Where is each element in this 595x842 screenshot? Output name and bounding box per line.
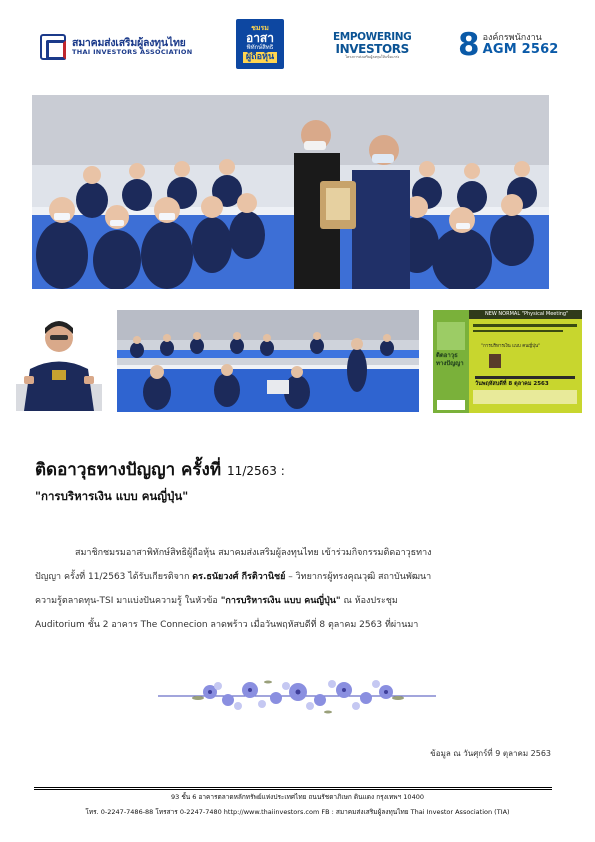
source-note: ข้อมูล ณ วันศุกร์ที่ 9 ตุลาคม 2563	[430, 749, 551, 758]
group-photo	[32, 95, 549, 289]
body-line-2-c: – วิทยากรผู้ทรงคุณวุฒิ สถาบันพัฒนา	[285, 572, 432, 582]
empowering-tagline: โครงการส่งเสริมผู้ลงทุนให้แข็งแกร่ง	[345, 54, 400, 59]
body-line-3-a: ความรู้ตลาดทุน-TSI มาแบ่งปันความรู้ ในหัวข้อ	[35, 596, 221, 606]
floral-divider	[158, 672, 436, 720]
shareholder-club-logo	[236, 19, 284, 69]
footer-address: 93 ชั้น 6 อาคารตลาดหลักทรัพย์แห่งประเทศไทย ถนนรัชดาภิเษก ดินแดง กรุงเทพฯ 10400	[171, 793, 424, 801]
header	[0, 0, 595, 90]
club-logo-line4: ผู้ถือหุ้น	[243, 52, 277, 63]
body-line-1: สมาชิกชมรมอาสาพิทักษ์สิทธิผู้ถือหุ้น สมาคมส่งเสริมผู้ลงทุนไทย เข้าร่วมกิจกรรมติดอาวุธทาง	[75, 548, 432, 558]
seminar-room-photo	[117, 310, 419, 412]
tia-name-thai: สมาคมส่งเสริมผู้ลงทุนไทย	[72, 37, 186, 50]
agm-english: AGM 2562	[482, 42, 559, 58]
body-line-4: Auditorium ชั้น 2 อาคาร The Connecion ลาดพร้าว เมื่อวันพฤหัสบดีที่ 8 ตุลาคม 2563 ที่ผ่านมา	[35, 620, 419, 630]
article-title	[35, 456, 285, 483]
poster-topic: "การบริหารเงิน แบบ คนญี่ปุ่น"	[481, 344, 541, 349]
tia-emblem-icon	[40, 34, 66, 60]
club-logo-line1: ชมรม	[251, 24, 269, 33]
title-number: 11/2563 :	[227, 464, 285, 478]
topic-name: "การบริหารเงิน แบบ คนญี่ปุ่น"	[220, 596, 341, 606]
footer-rule-top	[34, 787, 552, 788]
event-poster	[433, 310, 582, 413]
title-text: ติดอาวุธทางปัญญา ครั้งที่	[35, 460, 222, 480]
body-line-3-c: ณ ห้องประชุม	[340, 596, 398, 606]
body-line-2	[35, 565, 555, 589]
body-line-2-a: ปัญญา ครั้งที่ 11/2563 ได้รับเกียรติจาก	[35, 572, 193, 582]
footer-contact: โทร. 0-2247-7486-88 โทรสาร 0-2247-7480 http://www.thaiinvestors.com FB : สมาคมส่งเสริมผู้ลงทุนไทย Thai Investor Association (TIA)	[85, 808, 510, 816]
body-line-3	[35, 589, 555, 613]
poster-date: วันพฤหัสบดีที่ 8 ตุลาคม 2563	[475, 381, 549, 387]
tia-logo	[40, 34, 192, 60]
tia-name-english: THAI INVESTORS ASSOCIATION	[72, 48, 193, 57]
footer-rule-bottom	[34, 789, 552, 790]
poster-title-side: ติดอาวุธทางปัญญา	[436, 352, 464, 367]
empowering-line2: INVESTORS	[335, 41, 409, 56]
agm-number: 8	[458, 27, 480, 63]
article-body	[35, 541, 555, 637]
agm-logo	[458, 27, 559, 63]
empowering-line1: EMPOWERING	[333, 31, 412, 43]
club-logo-line3: พิทักษ์สิทธิ	[246, 43, 274, 51]
poster-banner: NEW NORMAL "Physical Meeting"	[485, 311, 569, 317]
agm-thai: องค์กรพนักงาน	[482, 32, 542, 43]
empowering-investors-logo	[333, 32, 411, 59]
speaker-name: ดร.ธนัยวงศ์ กีรติวานิชย์	[192, 572, 286, 582]
speaker-photo	[16, 314, 102, 411]
article-subtitle: "การบริหารเงิน แบบ คนญี่ปุ่น"	[35, 489, 189, 503]
club-logo-line2: อาสา	[245, 31, 274, 46]
